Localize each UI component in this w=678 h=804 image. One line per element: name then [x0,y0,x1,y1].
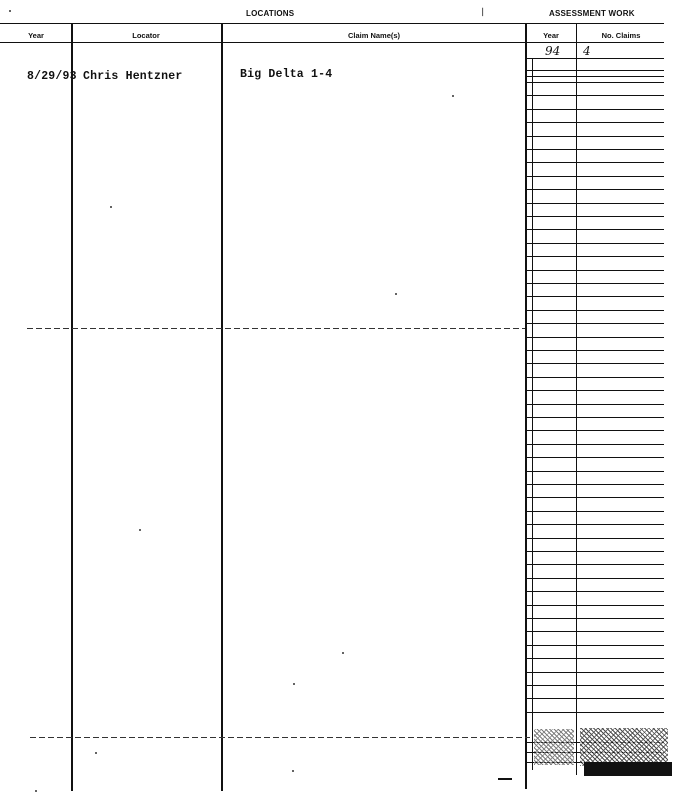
assessment-row-line [526,216,664,217]
assessment-row-line [526,377,664,378]
stray-mark: ᛁ [480,7,486,17]
speck [95,752,97,754]
header-top-rule [0,23,526,24]
assessment-row-line [526,444,664,445]
assessment-row-line [526,578,664,579]
entry-year: 8/29/93 [27,70,77,83]
assessment-row-line [526,712,664,713]
assessment-row-line [526,605,664,606]
assessment-row-line [526,564,664,565]
assessment-row-line [526,149,664,150]
assessment-row-line [526,323,664,324]
scan-noise-left [534,729,574,765]
speck [395,293,397,295]
locations-title: LOCATIONS [246,9,295,18]
assessment-row-line [526,524,664,525]
assessment-row-line [526,511,664,512]
assessment-row-line [526,618,664,619]
assessment-row-line [526,283,664,284]
column-header-year: Year [28,31,44,40]
assessment-row-line [526,497,664,498]
speck [452,95,454,97]
assessment-row-line [526,698,664,699]
stray-dash [498,778,512,780]
column-header-claim-names: Claim Name(s) [347,31,401,40]
assessment-row-line [526,484,664,485]
assessment-row-line [526,350,664,351]
assessment-row-line [526,430,664,431]
assessment-row-line [526,296,664,297]
assessment-row-line [526,136,664,137]
speck [292,770,294,772]
assessment-row-line [526,390,664,391]
assessment-row-line [526,109,664,110]
assessment-row-line [526,162,664,163]
assessment-inner-border [532,58,533,770]
assessment-row-line [526,672,664,673]
assessment-row-line [526,58,664,59]
assessment-row-line [526,538,664,539]
assessment-row-line [526,404,664,405]
speck [139,529,141,531]
assessment-row-line [526,203,664,204]
assessment-row-line [526,176,664,177]
entry-claim-names: Big Delta 1-4 [240,68,333,81]
assessment-row-line [526,591,664,592]
assessment-row-line [526,658,664,659]
assessment-row-line [526,270,664,271]
assessment-row-line [526,229,664,230]
assessment-claims-entry: 4 [583,44,591,58]
header-bottom-rule [0,42,526,43]
fold-line-upper [27,328,525,329]
column-divider-year [71,23,73,791]
assessment-row-line [526,95,664,96]
assessment-row-line [526,471,664,472]
assessment-row-line [526,645,664,646]
speck [9,10,11,12]
assessment-work-title: ASSESSMENT WORK [549,9,635,18]
assessment-row-line [526,70,664,71]
assessment-row-line [526,337,664,338]
assessment-year-entry: 94 [545,44,561,58]
assessment-row-line [526,685,664,686]
speck [110,206,112,208]
speck [35,790,37,792]
column-divider-locator [221,23,223,791]
assessment-header-top-rule [526,23,664,24]
assessment-row-line [526,457,664,458]
assessment-row-line [526,122,664,123]
scan-dark-band [584,762,672,776]
entry-locator: Chris Hentzner [83,70,183,83]
assessment-header-bottom-rule [526,42,664,43]
scan-noise-right [580,728,668,766]
fold-line-lower [30,737,530,738]
assessment-row-line [526,417,664,418]
column-header-locator: Locator [132,31,160,40]
speck [293,683,295,685]
column-header-assessment-year: Year [543,31,559,40]
assessment-row-line [526,189,664,190]
assessment-row-line [526,310,664,311]
column-header-no-claims: No. Claims [601,31,641,40]
assessment-row-line [526,363,664,364]
assessment-row-line [526,76,664,77]
column-divider-claims [525,23,527,789]
assessment-row-line [526,631,664,632]
speck [342,652,344,654]
assessment-row-line [526,243,664,244]
assessment-row-line [526,551,664,552]
assessment-row-line [526,82,664,83]
assessment-row-line [526,256,664,257]
